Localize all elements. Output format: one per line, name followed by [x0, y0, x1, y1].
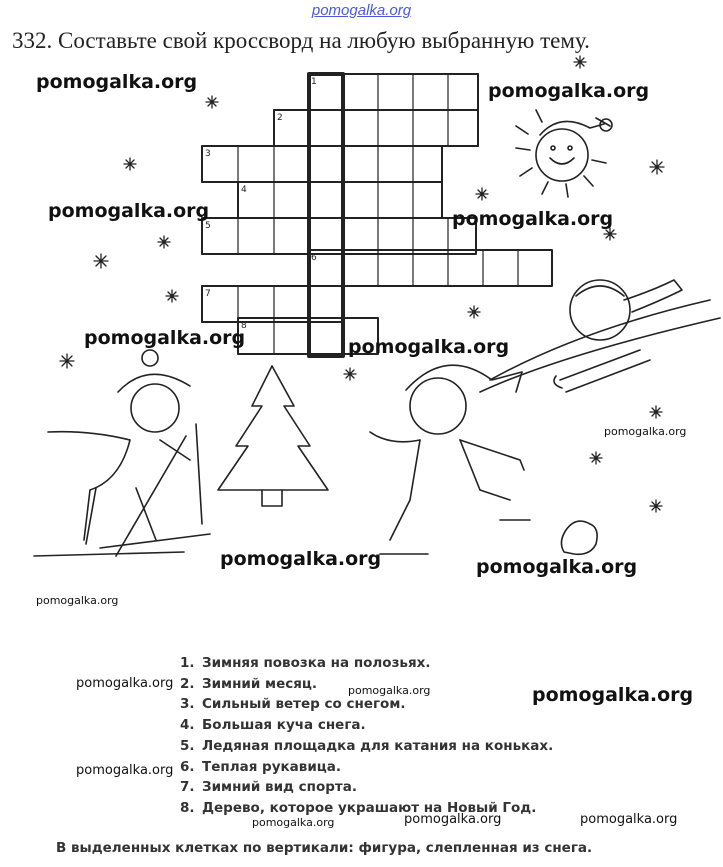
site-header-link[interactable]: pomogalka.org	[311, 2, 412, 19]
skier-drawing	[34, 350, 210, 556]
watermark: pomogalka.org	[604, 425, 687, 438]
watermark: pomogalka.org	[348, 684, 431, 697]
crossword-number-6: 6	[311, 253, 317, 263]
watermark: pomogalka.org	[36, 71, 198, 93]
hill-drawing	[480, 280, 720, 392]
clue-number: 8.	[180, 799, 195, 816]
clue-text: Зимняя повозка на полозьях.	[202, 655, 431, 671]
highlighted-column	[309, 74, 343, 356]
crossword-number-2: 2	[277, 113, 283, 123]
watermark: pomogalka.org	[404, 812, 502, 827]
clue-number: 2.	[180, 675, 195, 692]
watermark: pomogalka.org	[84, 327, 246, 349]
clue-text: Зимний вид спорта.	[202, 779, 357, 796]
watermark: pomogalka.org	[252, 816, 335, 829]
mitten-drawing	[561, 521, 597, 554]
watermark: pomogalka.org	[532, 684, 694, 706]
clue-number: 3.	[180, 696, 195, 713]
clue-item	[180, 757, 553, 778]
clue-text: Большая куча снега.	[202, 717, 366, 734]
clue-item	[180, 694, 553, 715]
clue-number: 6.	[180, 758, 195, 775]
clue-item	[180, 715, 553, 736]
watermark: pomogalka.org	[76, 763, 174, 778]
clue-text: Дерево, которое украшают на Новый Год.	[202, 799, 537, 816]
clue-text: Зимний месяц.	[202, 675, 318, 692]
watermark: pomogalka.org	[488, 80, 650, 102]
watermark: pomogalka.org	[476, 556, 638, 578]
crossword-number-8: 8	[241, 321, 247, 331]
crossword-numbers	[205, 77, 317, 331]
clue-item	[180, 777, 553, 798]
snowflakes	[60, 56, 664, 512]
clue-item	[180, 674, 553, 695]
clue-number: 5.	[180, 737, 195, 754]
clue-text: Теплая рукавица.	[202, 758, 342, 775]
watermark: pomogalka.org	[348, 336, 510, 358]
tree-drawing	[218, 366, 328, 506]
watermark: pomogalka.org	[452, 208, 614, 230]
watermark: pomogalka.org	[76, 676, 174, 691]
clue-number: 1.	[180, 655, 195, 671]
watermark: pomogalka.org	[36, 594, 119, 607]
clue-item	[180, 653, 553, 674]
clues-list	[180, 653, 553, 819]
crossword-number-1: 1	[311, 77, 317, 87]
bottom-note: В выделенных клетках по вертикали: фигура, слепленная из снега.	[56, 840, 593, 856]
crossword-number-7: 7	[205, 289, 211, 299]
watermark: pomogalka.org	[580, 812, 678, 827]
clue-text: Сильный ветер со снегом.	[202, 696, 406, 713]
clue-item	[180, 736, 553, 757]
clue-item	[180, 798, 553, 819]
crossword-number-5: 5	[205, 221, 211, 231]
crossword-number-3: 3	[205, 149, 211, 159]
clue-number: 4.	[180, 717, 195, 734]
task-title: 332. Составьте свой кроссворд на любую выбранную тему.	[12, 28, 590, 53]
watermark: pomogalka.org	[220, 548, 382, 570]
clue-number: 7.	[180, 779, 195, 796]
clue-text: Ледяная площадка для катания на коньках.	[202, 737, 554, 754]
watermark: pomogalka.org	[48, 200, 210, 222]
crossword-number-4: 4	[241, 185, 247, 195]
sun-drawing	[516, 110, 612, 197]
skater-drawing	[370, 365, 530, 554]
